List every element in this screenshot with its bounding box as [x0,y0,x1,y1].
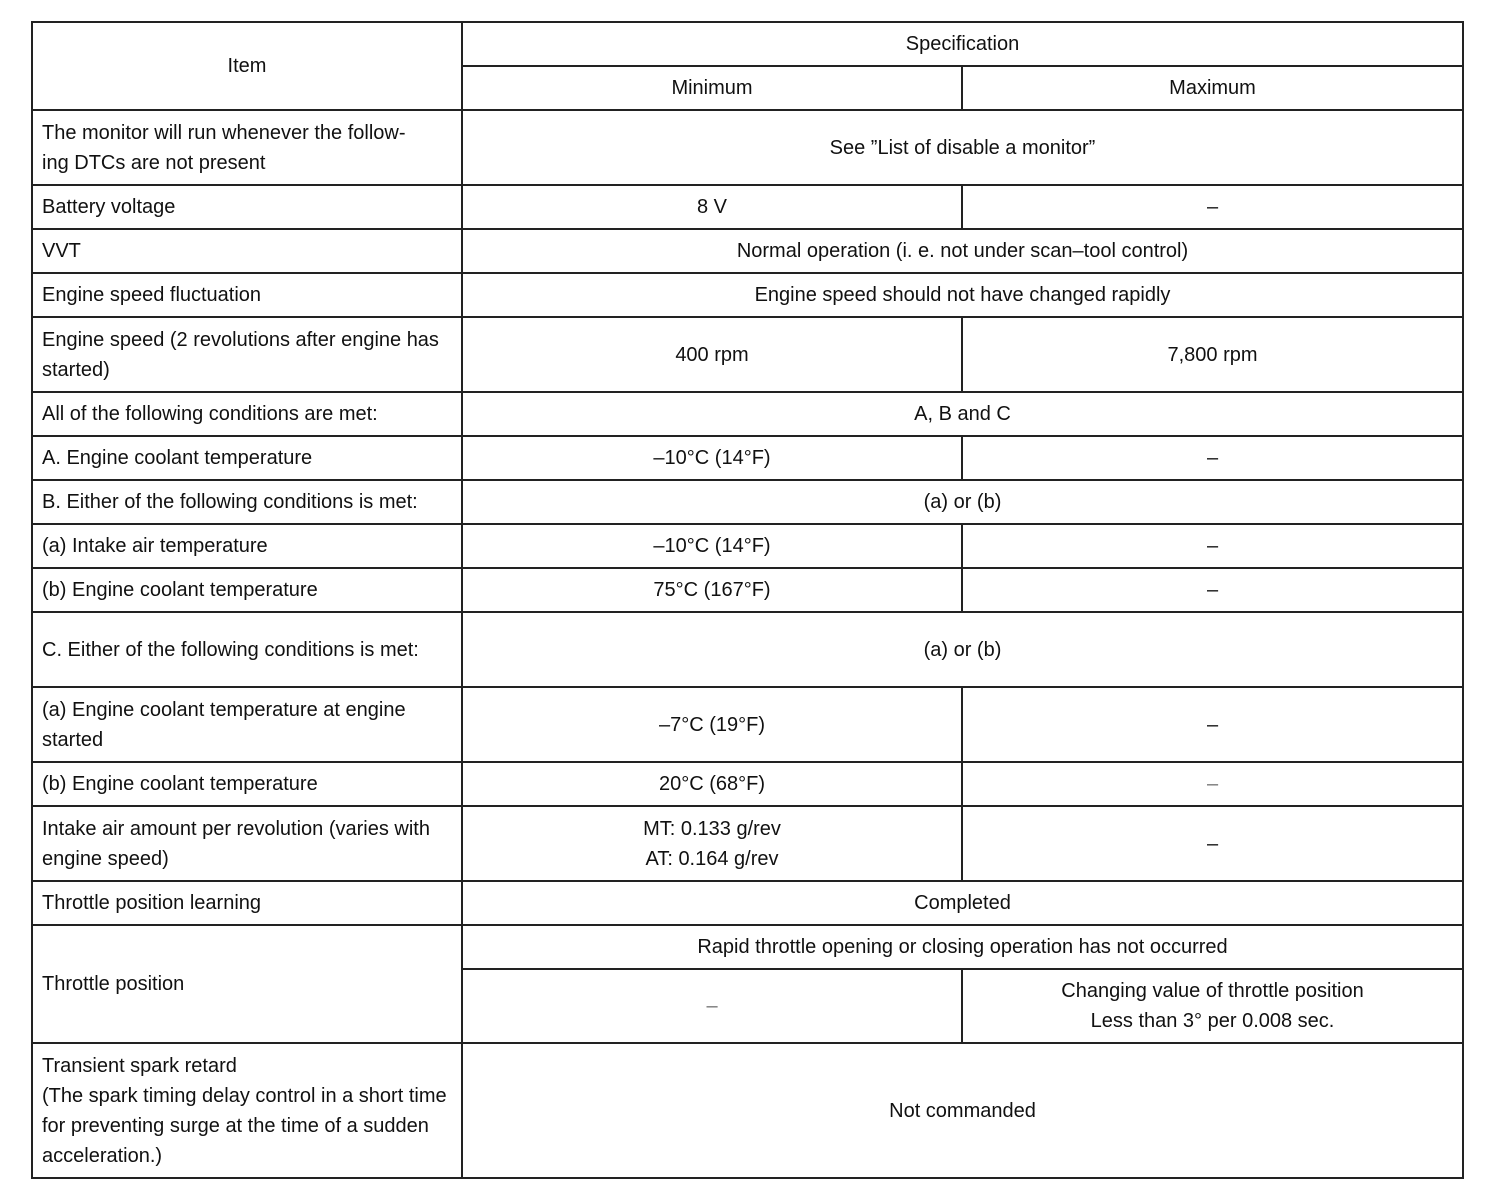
min-cell: 20°C (68°F) [462,762,962,806]
item-cell: Battery voltage [32,185,462,229]
item-cell: Intake air amount per revolution (varies with engine speed) [32,806,462,881]
table-row [32,229,1463,273]
table-row [32,273,1463,317]
item-cell: Engine speed (2 revolutions after engine has started) [32,317,462,392]
item-cell: C. Either of the following conditions is met: [32,612,462,687]
max-cell: – [962,806,1463,881]
spec-cell: Normal operation (i. e. not under scan–tool control) [462,229,1463,273]
header-minimum: Minimum [462,66,962,110]
table-row [32,762,1463,806]
item-cell: Engine speed fluctuation [32,273,462,317]
min-cell: 400 rpm [462,317,962,392]
table-row [32,568,1463,612]
min-cell [462,806,962,881]
max-cell [962,969,1463,1043]
min-cell: – [462,969,962,1043]
table-row [32,110,1463,185]
table-row [32,317,1463,392]
table-row [32,881,1463,925]
item-text-line1: The monitor will run whenever the follow- [42,121,406,144]
spec-cell: Completed [462,881,1463,925]
min-mt-value: MT: 0.133 g/rev [643,817,781,840]
min-cell: 8 V [462,185,962,229]
max-cell: – [962,185,1463,229]
min-cell: –7°C (19°F) [462,687,962,762]
item-cell: (a) Intake air temperature [32,524,462,568]
max-cell: – [962,568,1463,612]
specification-table [31,21,1464,1179]
table-row [32,480,1463,524]
max-cell: 7,800 rpm [962,317,1463,392]
max-cell: – [962,762,1463,806]
table-row [32,612,1463,687]
spec-cell: (a) or (b) [462,480,1463,524]
table-row [32,1043,1463,1178]
item-cell: (b) Engine coolant temperature [32,762,462,806]
item-cell [32,1043,462,1178]
item-line1: Transient spark retard [42,1054,237,1077]
max-cell: – [962,687,1463,762]
spec-cell: See ”List of disable a monitor” [462,110,1463,185]
max-line1: Changing value of throttle position [1061,980,1364,1002]
table-row [32,392,1463,436]
min-cell: –10°C (14°F) [462,524,962,568]
item-cell: B. Either of the following conditions is met: [32,480,462,524]
table-row [32,524,1463,568]
spec-cell: A, B and C [462,392,1463,436]
table-row [32,436,1463,480]
item-cell: (b) Engine coolant temperature [32,568,462,612]
item-cell: Throttle position learning [32,881,462,925]
spec-cell: Engine speed should not have changed rapidly [462,273,1463,317]
table-row [32,925,1463,969]
item-cell: A. Engine coolant temperature [32,436,462,480]
spec-cell: (a) or (b) [462,612,1463,687]
header-specification: Specification [462,22,1463,66]
header-item: Item [32,22,462,110]
item-cell: VVT [32,229,462,273]
table-row [32,687,1463,762]
spec-cell: Not commanded [462,1043,1463,1178]
item-line2: (The spark timing delay control in a short time for preventing surge at the time of a sudden acceleration.) [42,1084,447,1167]
max-line2: Less than 3° per 0.008 sec. [1090,1010,1335,1032]
item-cell [32,110,462,185]
table-row [32,185,1463,229]
max-cell: – [962,436,1463,480]
spec-cell: Rapid throttle opening or closing operation has not occurred [462,925,1463,969]
table-row [32,806,1463,881]
item-cell: All of the following conditions are met: [32,392,462,436]
item-cell: Throttle position [32,925,462,1043]
item-cell: (a) Engine coolant temperature at engine started [32,687,462,762]
item-text-line2: ing DTCs are not present [42,151,266,174]
header-row [32,22,1463,66]
min-cell: 75°C (167°F) [462,568,962,612]
max-cell: – [962,524,1463,568]
header-maximum: Maximum [962,66,1463,110]
min-at-value: AT: 0.164 g/rev [645,847,779,870]
min-cell: –10°C (14°F) [462,436,962,480]
